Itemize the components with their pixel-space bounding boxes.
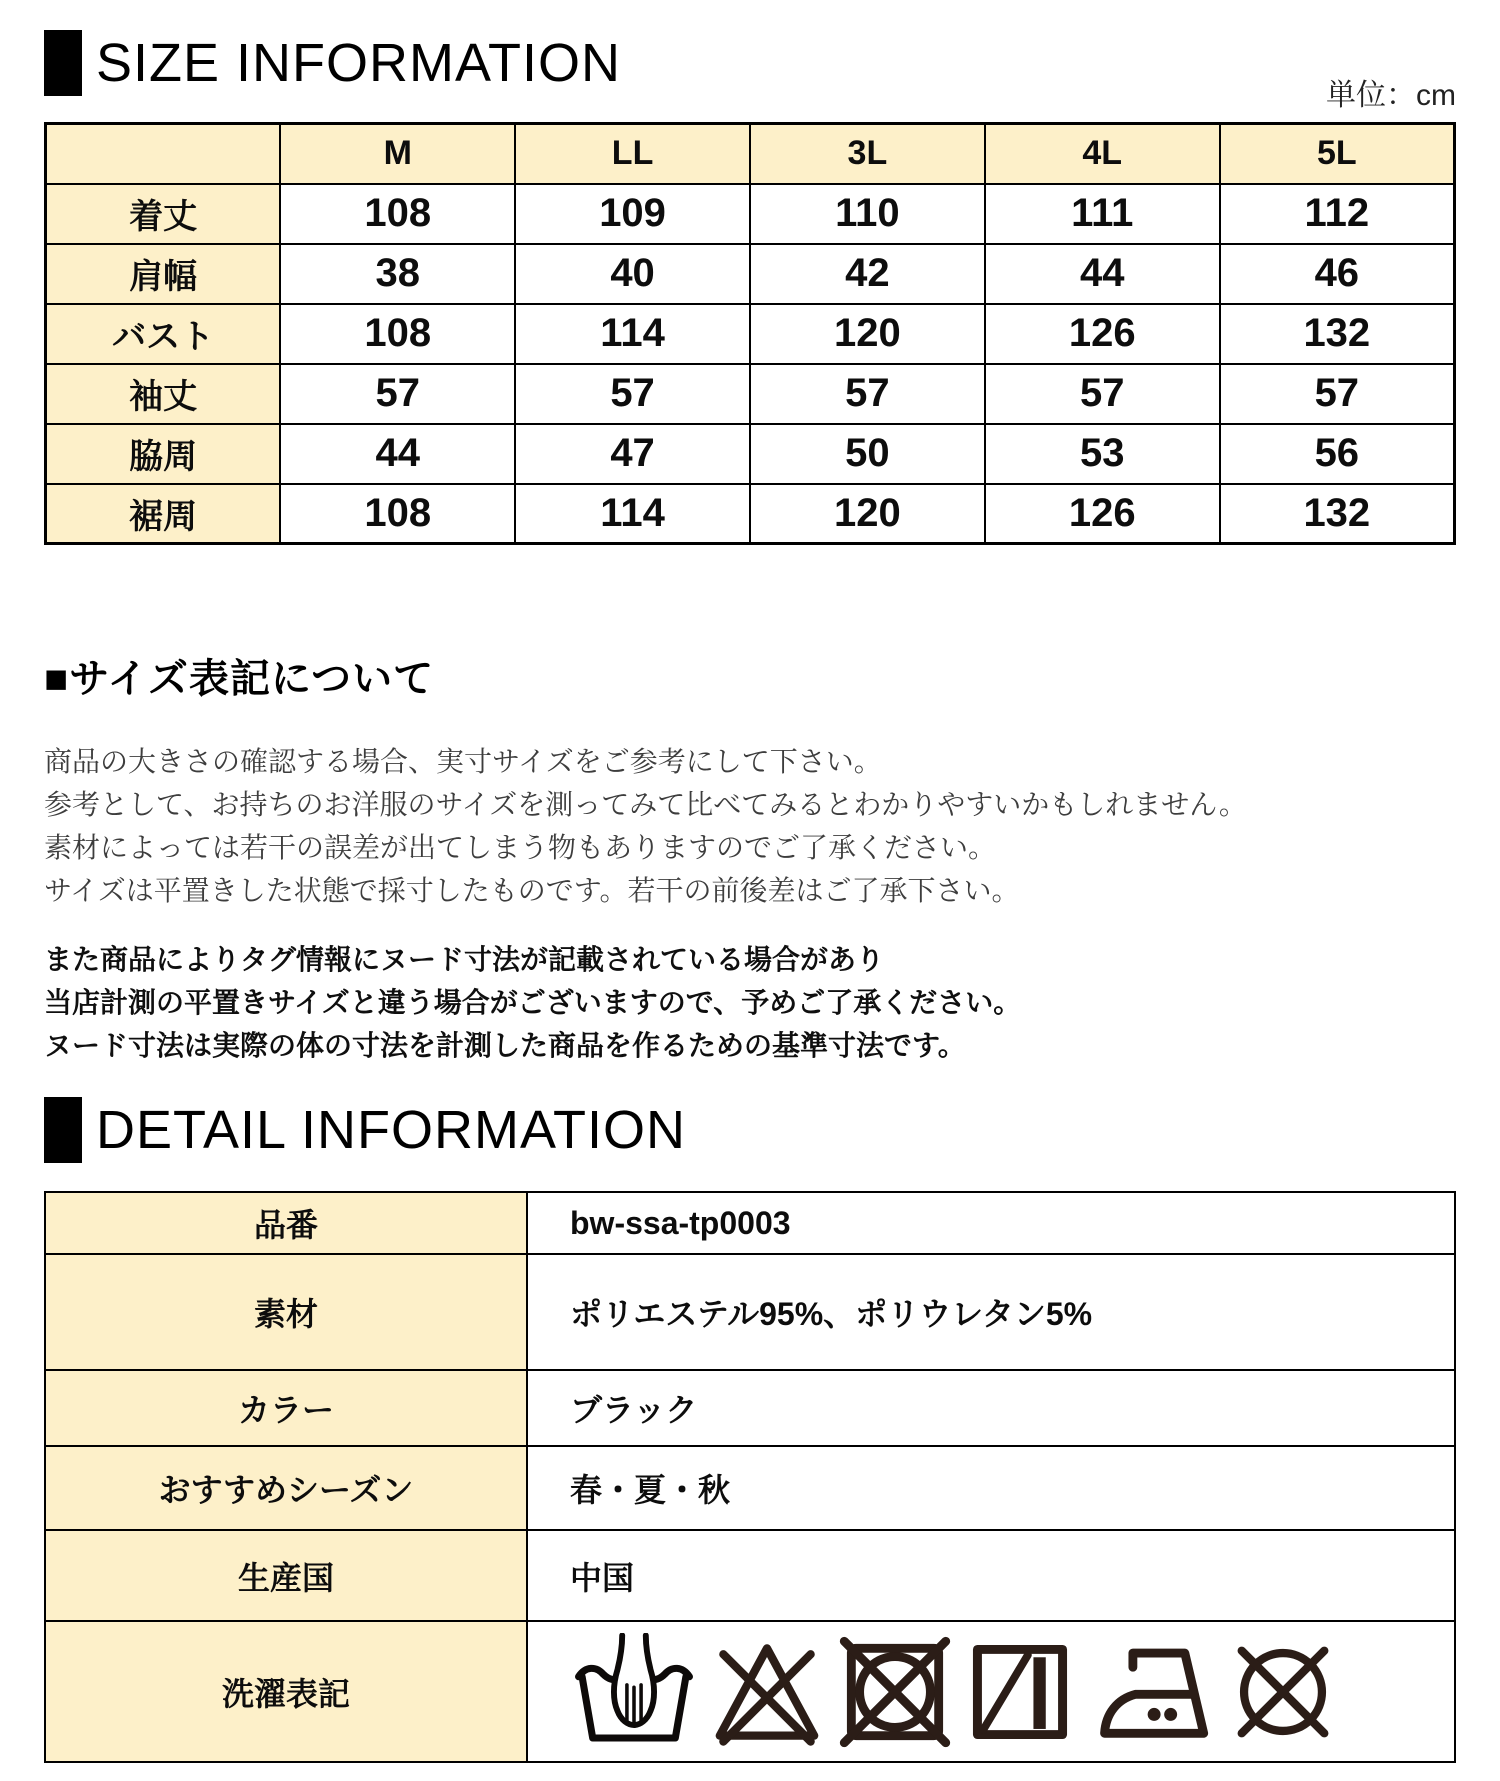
size-value: 57 (750, 364, 985, 424)
size-table-row (46, 304, 1455, 364)
laundry-symbols-cell (527, 1621, 1455, 1762)
size-col-header: LL (515, 124, 750, 184)
size-value: 111 (985, 184, 1220, 244)
size-value: 126 (985, 304, 1220, 364)
size-col-header: 3L (750, 124, 985, 184)
size-value: 112 (1220, 184, 1455, 244)
size-value: 56 (1220, 424, 1455, 484)
size-value: 114 (515, 484, 750, 544)
detail-row-value: ポリエステル95%、ポリウレタン5% (527, 1254, 1455, 1370)
black-square-bullet (44, 1097, 82, 1163)
size-value: 120 (750, 304, 985, 364)
size-value: 42 (750, 244, 985, 304)
size-value: 44 (985, 244, 1220, 304)
do-not-dry-clean-icon (1224, 1633, 1342, 1751)
dry-in-shade-icon (964, 1633, 1076, 1751)
size-table-row (46, 244, 1455, 304)
note-line: サイズは平置きした状態で採寸したものです。若干の前後差はご了承下さい。 (44, 875, 1020, 906)
detail-row-value: 中国 (527, 1530, 1455, 1621)
size-table-header-row (46, 124, 1455, 184)
do-not-tumble-dry-icon (836, 1633, 954, 1751)
size-note-paragraph (44, 740, 1456, 912)
size-value: 50 (750, 424, 985, 484)
note-line: 当店計測の平置きサイズと違う場合がございますので、予めご了承ください。 (44, 987, 1022, 1018)
size-value: 53 (985, 424, 1220, 484)
detail-row (45, 1192, 1455, 1254)
size-row-label: バスト (46, 304, 281, 364)
size-value: 132 (1220, 484, 1455, 544)
detail-row-value: 春・夏・秋 (527, 1446, 1455, 1530)
hand-wash-icon (570, 1633, 698, 1751)
size-value: 108 (280, 304, 515, 364)
size-value: 57 (1220, 364, 1455, 424)
size-value: 110 (750, 184, 985, 244)
do-not-bleach-icon (708, 1633, 826, 1751)
detail-row (45, 1446, 1455, 1530)
size-value: 57 (985, 364, 1220, 424)
detail-row-label: 品番 (45, 1192, 527, 1254)
detail-row-value: bw-ssa-tp0003 (527, 1192, 1455, 1254)
note-line: 商品の大きさの確認する場合、実寸サイズをご参考にして下さい。 (44, 746, 882, 777)
size-value: 46 (1220, 244, 1455, 304)
size-value: 44 (280, 424, 515, 484)
size-row-label: 裾周 (46, 484, 281, 544)
detail-row-label: 素材 (45, 1254, 527, 1370)
size-row-label: 脇周 (46, 424, 281, 484)
detail-row-value: ブラック (527, 1370, 1455, 1446)
size-value: 120 (750, 484, 985, 544)
note-line: 素材によっては若干の誤差が出てしまう物もありますのでご了承ください。 (44, 832, 997, 863)
size-table-row (46, 424, 1455, 484)
detail-table (44, 1191, 1456, 1763)
size-information-title: SIZE INFORMATION (96, 33, 621, 93)
size-note-heading: ■サイズ表記について (44, 657, 435, 701)
nude-size-note-paragraph (44, 938, 1456, 1067)
size-col-header: 4L (985, 124, 1220, 184)
detail-row (45, 1530, 1455, 1621)
black-square-bullet (44, 30, 82, 96)
detail-row (45, 1370, 1455, 1446)
size-table-row (46, 184, 1455, 244)
note-line: また商品によりタグ情報にヌード寸法が記載されている場合があり (44, 944, 885, 975)
size-row-label: 肩幅 (46, 244, 281, 304)
iron-two-dots-icon (1086, 1633, 1214, 1751)
size-table (44, 122, 1456, 545)
detail-row-label: おすすめシーズン (45, 1446, 527, 1530)
detail-information-header (44, 1097, 1456, 1163)
size-table-row (46, 364, 1455, 424)
size-table-corner-cell (46, 124, 281, 184)
size-row-label: 着丈 (46, 184, 281, 244)
size-value: 126 (985, 484, 1220, 544)
size-value: 114 (515, 304, 750, 364)
detail-row-label: 生産国 (45, 1530, 527, 1621)
size-value: 47 (515, 424, 750, 484)
note-line: 参考として、お持ちのお洋服のサイズを測ってみて比べてみるとわかりやすいかもしれません。 (44, 789, 1247, 820)
size-table-row (46, 484, 1455, 544)
detail-information-title: DETAIL INFORMATION (96, 1100, 687, 1160)
size-value: 38 (280, 244, 515, 304)
size-col-header: M (280, 124, 515, 184)
laundry-symbols (570, 1633, 1454, 1751)
unit-label: 単位：cm (1326, 79, 1456, 112)
size-value: 109 (515, 184, 750, 244)
size-value: 132 (1220, 304, 1455, 364)
size-value: 108 (280, 184, 515, 244)
size-value: 57 (280, 364, 515, 424)
detail-row (45, 1254, 1455, 1370)
size-value: 57 (515, 364, 750, 424)
detail-row (45, 1621, 1455, 1762)
size-value: 40 (515, 244, 750, 304)
detail-row-label: 洗濯表記 (45, 1621, 527, 1762)
size-row-label: 袖丈 (46, 364, 281, 424)
detail-row-label: カラー (45, 1370, 527, 1446)
size-value: 108 (280, 484, 515, 544)
note-line: ヌード寸法は実際の体の寸法を計測した商品を作るための基準寸法です。 (44, 1030, 966, 1061)
size-col-header: 5L (1220, 124, 1455, 184)
